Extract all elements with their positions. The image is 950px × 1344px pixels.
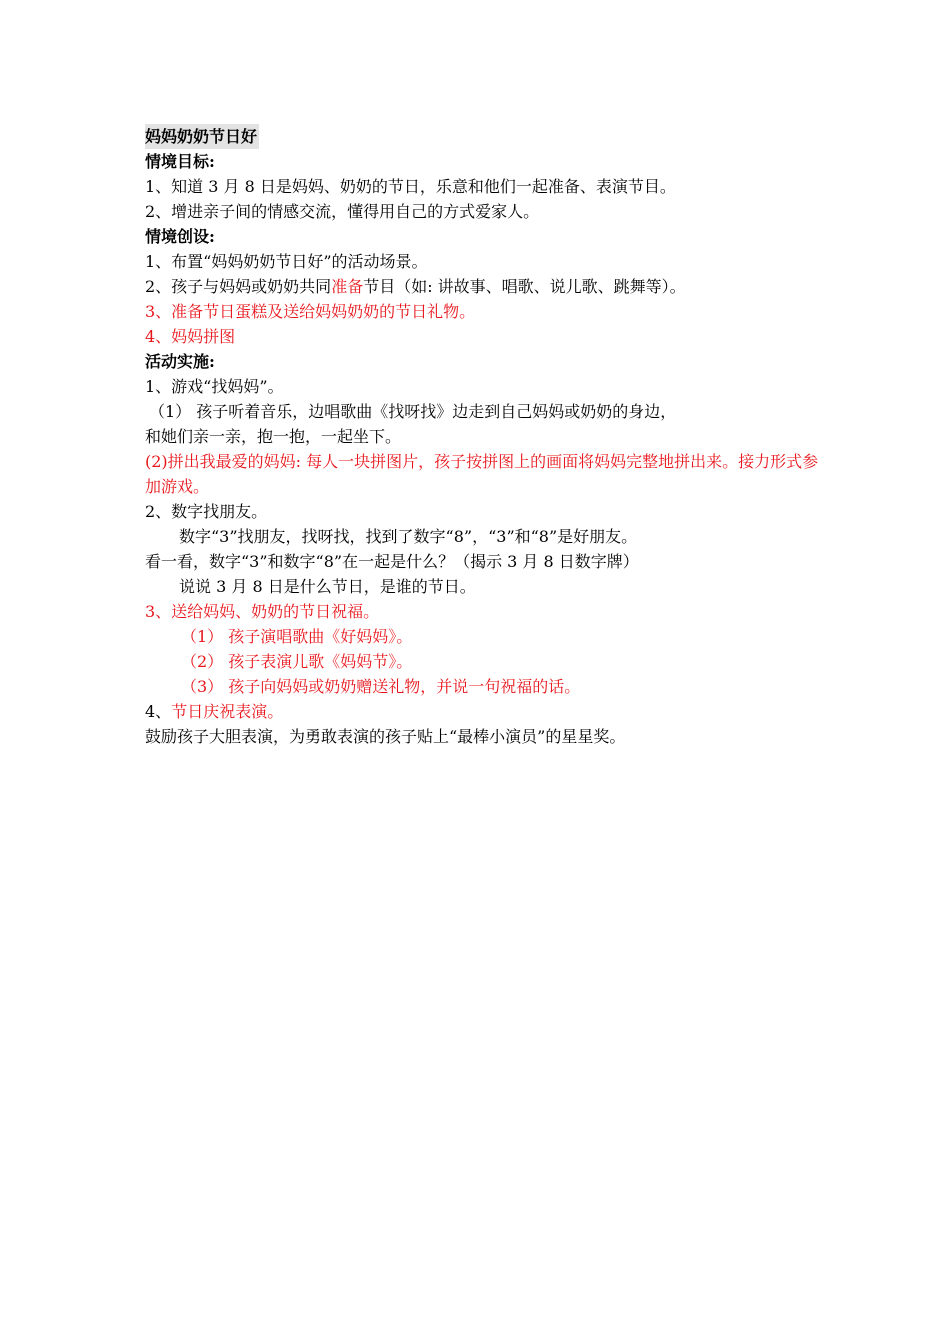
show-title-line (145, 699, 825, 724)
setup-item-4: 4、妈妈拼图 (145, 327, 236, 346)
setup-item-1: 1、布置“妈妈奶奶节日好”的活动场景。 (145, 252, 428, 271)
game-title: 1、游戏“找妈妈”。 (145, 377, 284, 396)
document-title: 妈妈奶奶节日好 (145, 124, 259, 149)
setup-item-2-start: 2、孩子与妈妈或奶奶共同 (145, 277, 332, 296)
setup-item-2 (145, 274, 825, 299)
wishes-title: 3、送给妈妈、奶奶的节日祝福。 (145, 602, 380, 621)
title-line (145, 124, 825, 149)
game-step-1-line-2: 和她们亲一亲，抱一抱，一起坐下。 (145, 427, 402, 446)
goal-item: 1、知道 3 月 8 日是妈妈、奶奶的节日，乐意和他们一起准备、表演节目。 (145, 177, 676, 196)
show-title: 节日庆祝表演。 (171, 702, 284, 721)
setup-item-3: 3、准备节日蛋糕及送给妈妈奶奶的节日礼物。 (145, 302, 476, 321)
game-step-2: (2)拼出我最爱的妈妈: 每人一块拼图片，孩子按拼图上的画面将妈妈完整地拼出来。接力形式参加游戏。 (145, 452, 819, 496)
number-title: 2、数字找朋友。 (145, 502, 268, 521)
number-line-3: 说说 3 月 8 日是什么节日，是谁的节日。 (179, 577, 476, 596)
closing-line: 鼓励孩子大胆表演，为勇敢表演的孩子贴上“最棒小演员”的星星奖。 (145, 727, 626, 746)
goal-item: 2、增进亲子间的情感交流，懂得用自己的方式爱家人。 (145, 202, 540, 221)
setup-heading: 情境创设: (145, 227, 215, 246)
wish-item: （2） 孩子表演儿歌《妈妈节》。 (181, 652, 413, 671)
goals-heading: 情境目标: (145, 152, 215, 171)
setup-item-2-end: 节目（如: 讲故事、唱歌、说儿歌、跳舞等）。 (363, 277, 686, 296)
game-step-1-line-1: （1） 孩子听着音乐，边唱歌曲《找呀找》边走到自己妈妈或奶奶的身边， (149, 402, 677, 421)
number-line-2: 看一看，数字“3”和数字“8”在一起是什么？（揭示 3 月 8 日数字牌） (145, 552, 639, 571)
wish-item: （3） 孩子向妈妈或奶奶赠送礼物，并说一句祝福的话。 (181, 677, 581, 696)
activity-heading: 活动实施: (145, 352, 215, 371)
show-number: 4、 (145, 702, 172, 721)
number-line-1: 数字“3”找朋友，找呀找，找到了数字“8”，“3”和“8”是好朋友。 (179, 527, 638, 546)
setup-item-2-highlight: 准备 (331, 277, 364, 296)
wish-item: （1） 孩子演唱歌曲《好妈妈》。 (181, 627, 413, 646)
document-body (145, 124, 825, 749)
